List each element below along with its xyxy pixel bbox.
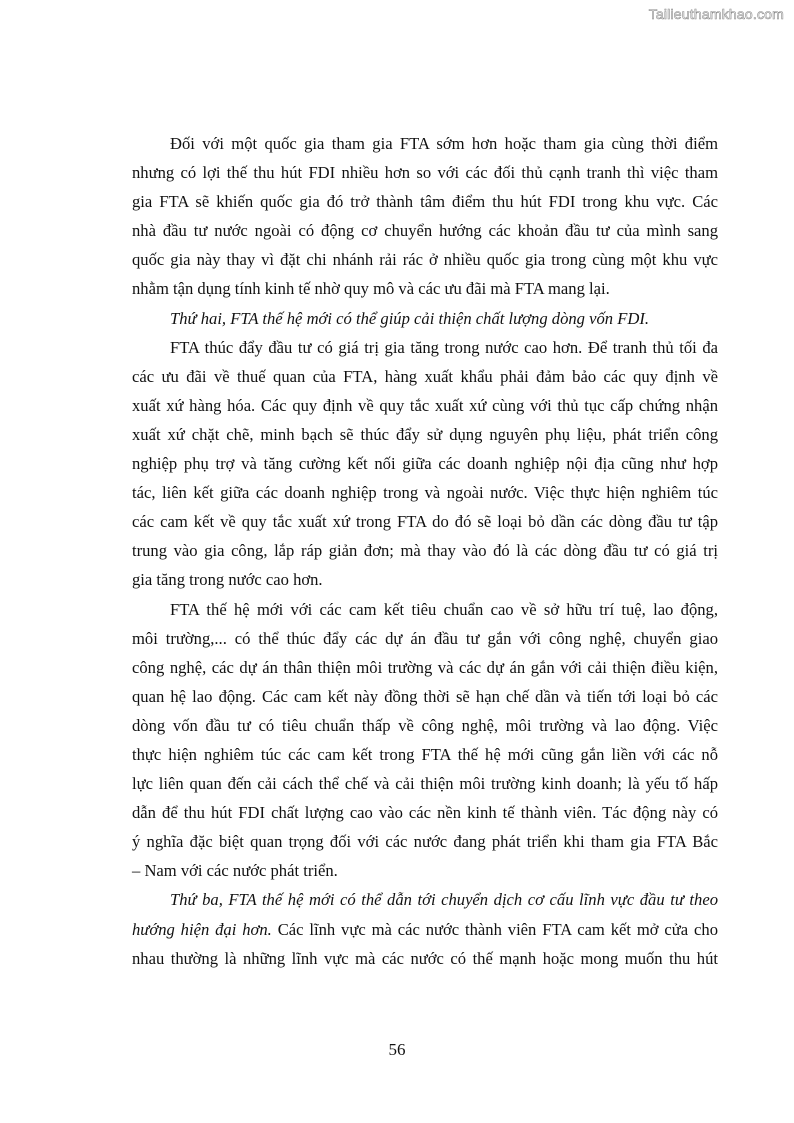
paragraph-line: nhưng có lợi thế thu hút FDI nhiều hơn so với các đối thủ cạnh tranh thì việc tham <box>132 163 718 183</box>
paragraph-line: quan hệ lao động. Các cam kết này đồng thời sẽ hạn chế dần và tiến tới loại bỏ các <box>132 686 718 706</box>
section-heading-3: Thứ ba, FTA thế hệ mới có thể dẫn tới chuyển dịch cơ cấu lĩnh vực đầu tư theo <box>170 890 718 910</box>
watermark-text: Tailieuthamkhao.com <box>648 6 784 22</box>
paragraph-line: gia FTA sẽ khiến quốc gia đó trở thành tâm điểm thu hút FDI trong khu vực. Các <box>132 192 718 212</box>
paragraph-line: xuất xứ chặt chẽ, minh bạch sẽ thúc đẩy sử dụng nguyên phụ liệu, phát triển công <box>132 424 718 444</box>
paragraph-line: môi trường,... có thể thúc đẩy các dự án đầu tư gắn với công nghệ, chuyển giao <box>132 628 718 648</box>
paragraph-line: nghiệp phụ trợ và tăng cường kết nối giữa các doanh nghiệp nội địa cũng như hợp <box>132 454 718 474</box>
paragraph-text: Các lĩnh vực mà các nước thành viên FTA cam kết mở cửa cho <box>271 919 718 939</box>
paragraph-line: ý nghĩa đặc biệt quan trọng đối với các nước đang phát triển khi tham gia FTA Bắc <box>132 832 718 852</box>
paragraph-line: thực hiện nghiêm túc các cam kết trong FTA thế hệ mới cũng gắn liền với các nỗ <box>132 744 718 764</box>
paragraph-line: FTA thúc đẩy đầu tư có giá trị gia tăng trong nước cao hơn. Để tranh thủ tối đa <box>170 337 718 357</box>
paragraph-line: nhà đầu tư nước ngoài có động cơ chuyển hướng các khoản đầu tư của mình sang <box>132 221 718 241</box>
paragraph-line: FTA thế hệ mới với các cam kết tiêu chuẩn cao về sở hữu trí tuệ, lao động, <box>170 599 718 619</box>
paragraph-line: các ưu đãi về thuế quan của FTA, hàng xuất khẩu phải đảm bảo các quy định về <box>132 366 718 386</box>
paragraph-line: gia tăng trong nước cao hơn. <box>132 570 323 590</box>
paragraph-line: Đối với một quốc gia tham gia FTA sớm hơn hoặc tham gia cùng thời điểm <box>170 134 718 153</box>
paragraph-line: các cam kết về quy tắc xuất xứ trong FTA do đó sẽ loại bỏ dần các dòng đầu tư tập <box>132 512 718 532</box>
paragraph-line: dòng vốn đầu tư có tiêu chuẩn thấp về công nghệ, môi trường và lao động. Việc <box>132 715 718 735</box>
paragraph-line: nhau thường là những lĩnh vực mà các nước có thế mạnh hoặc mong muốn thu hút <box>132 948 718 968</box>
section-heading-2: Thứ hai, FTA thế hệ mới có thể giúp cải thiện chất lượng dòng vốn FDI. <box>170 308 650 328</box>
page-number: 56 <box>388 1040 406 1059</box>
paragraph-line: quốc gia này thay vì đặt chi nhánh rải rác ở nhiều quốc gia trong cùng một khu vực <box>132 250 718 270</box>
paragraph-line: – Nam với các nước phát triển. <box>132 861 338 881</box>
section-heading-3-continued: hướng hiện đại hơn. <box>132 919 272 939</box>
paragraph-line: công nghệ, các dự án thân thiện môi trường và các dự án gắn với cải thiện điều kiện, <box>132 657 718 677</box>
page-body <box>132 129 718 973</box>
paragraph-line: trung vào gia công, lắp ráp giản đơn; mà thay vào đó là các dòng đầu tư có giá trị <box>132 541 718 561</box>
paragraph-line: xuất xứ hàng hóa. Các quy định về quy tắc xuất xứ cùng với thủ tục cấp chứng nhận <box>132 395 718 415</box>
paragraph-line: dẫn để thu hút FDI chất lượng cao vào các nền kinh tế thành viên. Tác động này có <box>132 803 718 823</box>
paragraph-line: tác, liên kết giữa các doanh nghiệp trong và ngoài nước. Việc thực hiện nghiêm túc <box>132 483 718 503</box>
paragraph-line: nhằm tận dụng tính kinh tế nhờ quy mô và các ưu đãi mà FTA mang lại. <box>132 279 610 299</box>
paragraph-line: lực liên quan đến cải cách thể chế và cải thiện môi trường kinh doanh; là yếu tố hấp <box>132 774 718 794</box>
paragraph-line <box>132 915 718 944</box>
